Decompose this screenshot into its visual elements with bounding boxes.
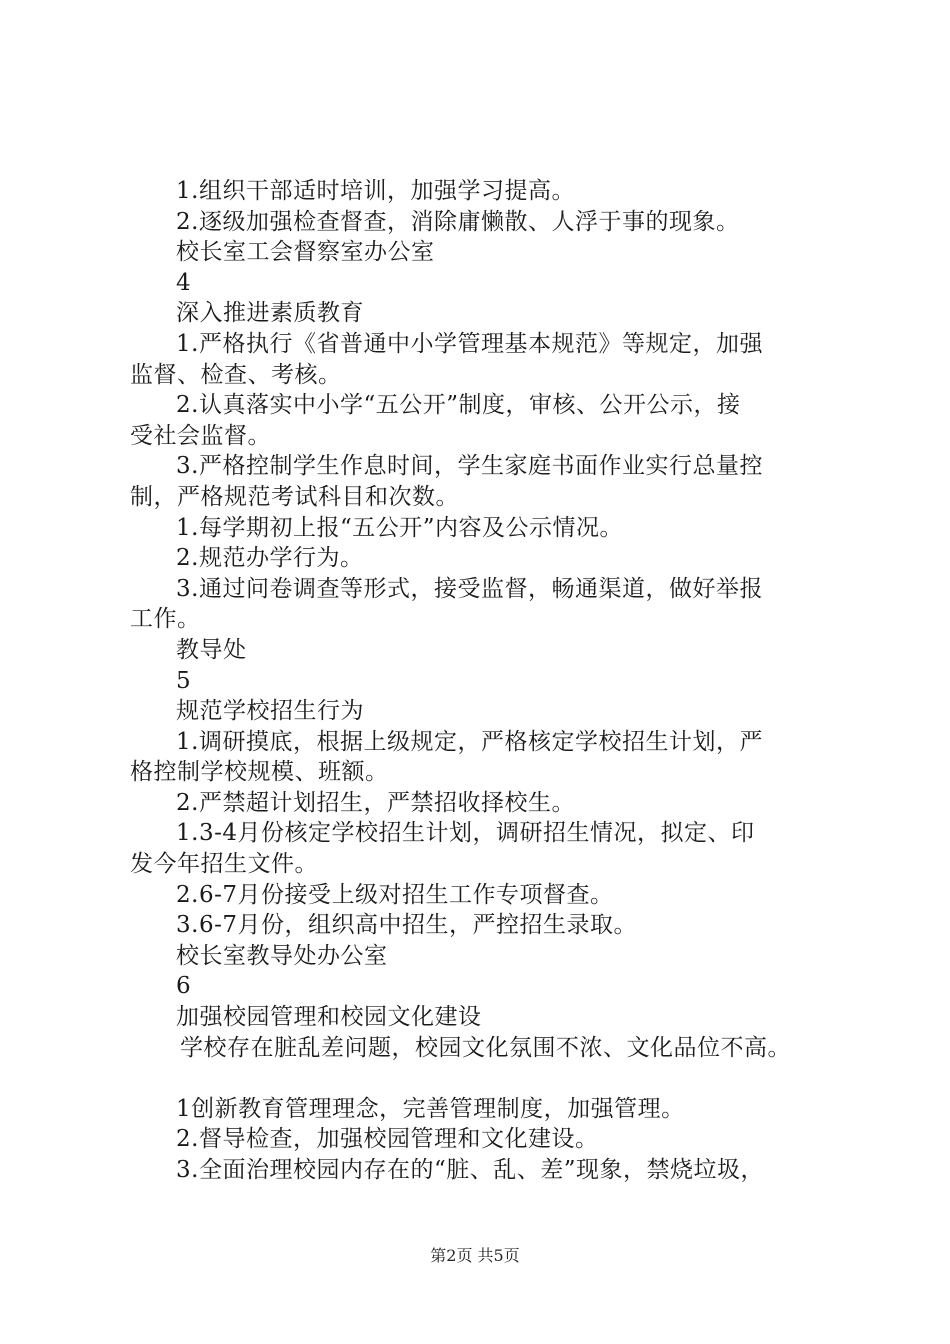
text-line: 1.组织干部适时培训，加强学习提高。 (176, 178, 575, 204)
text-line: 5 (176, 667, 192, 694)
text-line: 2.督导检查，加强校园管理和文化建设。 (176, 1126, 599, 1153)
text-line: 2.逐级加强检查督查，消除庸懒散、人浮于事的现象。 (176, 208, 740, 235)
text-line: 3.严格控制学生作息时间，学生家庭书面作业实行总量控 (176, 453, 763, 480)
text-line: 1.3-4月份核定学校招生计划，调研招生情况，拟定、印 (176, 820, 755, 847)
text-line: 2.6-7月份接受上级对招生工作专项督查。 (176, 881, 614, 908)
text-line: 2.认真落实中小学“五公开”制度，审核、公开公示，接 (176, 392, 741, 419)
text-line: 1.每学期初上报“五公开”内容及公示情况。 (176, 514, 623, 541)
section-title: 规范学校招生行为 (176, 698, 364, 725)
text-line: 受社会监督。 (130, 422, 271, 449)
text-line: 4 (176, 269, 192, 296)
text-line: 3.全面治理校园内存在的“脏、乱、差”现象，禁烧垃圾， (176, 1157, 764, 1183)
text-line: 制，严格规范考试科目和次数。 (130, 483, 459, 510)
text-line: 教导处 (176, 636, 247, 663)
blank-line (130, 1063, 835, 1094)
text-line: 格控制学校规模、班额。 (130, 759, 389, 786)
text-line: 学校存在脏乱差问题，校园文化氛围不浓、文化品位不高。 (180, 1034, 791, 1061)
page-number-footer: 第2页 共5页 (430, 1246, 520, 1265)
text-line: 2.严禁超计划招生，严禁招收择校生。 (176, 789, 575, 816)
text-line: 校长室工会督察室办公室 (176, 239, 435, 266)
text-line: 6 (176, 973, 192, 1000)
text-line: 发今年招生文件。 (130, 851, 318, 878)
text-line: 监督、检查、考核。 (130, 361, 342, 388)
section-title: 加强校园管理和校园文化建设 (176, 1004, 482, 1031)
text-line: 3.通过问卷调查等形式，接受监督，畅通渠道，做好举报 (176, 575, 763, 602)
document-body (130, 176, 835, 1186)
text-line: 1.严格执行《省普通中小学管理基本规范》等规定，加强 (176, 330, 763, 357)
text-line: 工作。 (130, 606, 201, 633)
text-line: 校长室教导处办公室 (176, 942, 388, 969)
text-line: 3.6-7月份，组织高中招生，严控招生录取。 (176, 912, 637, 939)
text-line: 1创新教育管理理念，完善管理制度，加强管理。 (176, 1095, 685, 1122)
section-title: 深入推进素质教育 (176, 300, 364, 327)
text-line: 1.调研摸底，根据上级规定，严格核定学校招生计划，严 (176, 728, 763, 755)
text-line: 2.规范办学行为。 (176, 545, 364, 572)
